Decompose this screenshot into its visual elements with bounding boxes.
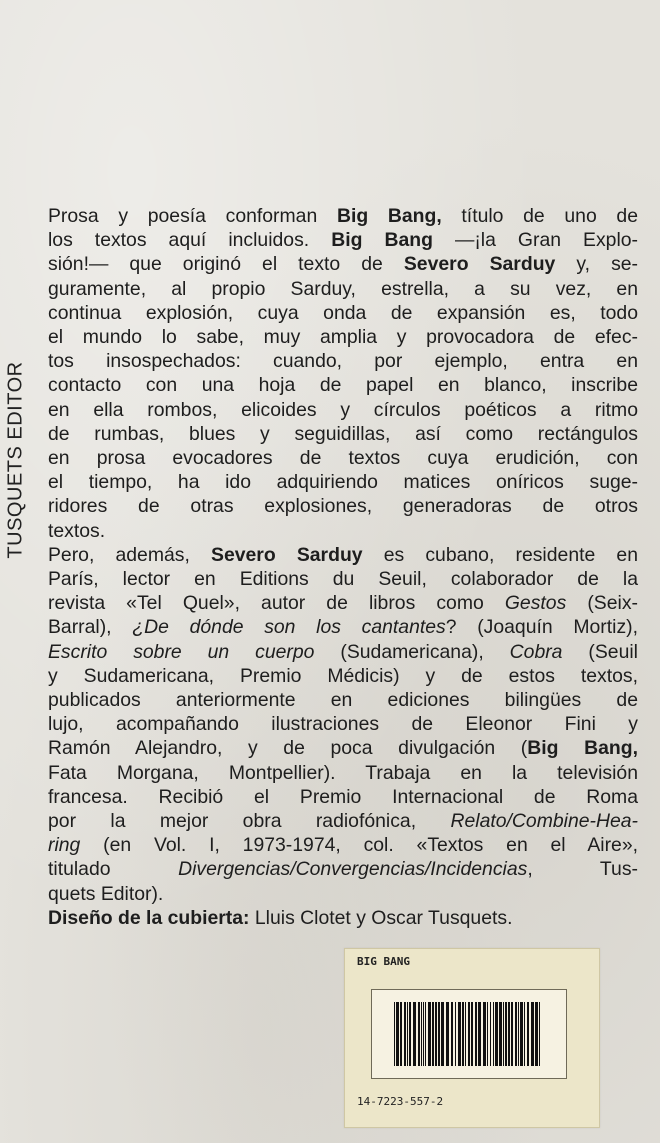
barcode-bar <box>520 1002 523 1066</box>
blurb-text: Severo Sarduy <box>403 253 556 276</box>
blurb-text: quets Editor). <box>48 882 164 905</box>
blurb-line <box>48 252 638 276</box>
blurb-line <box>48 833 638 857</box>
blurb-line <box>48 640 638 664</box>
blurb-text: Relato/Combine-Hea- <box>450 810 638 833</box>
blurb-line <box>48 809 638 833</box>
barcode-bar <box>495 1002 498 1066</box>
blurb-text: Diseño de la cubierta: <box>48 906 250 929</box>
blurb-line <box>48 664 638 688</box>
blurb-line <box>48 736 638 760</box>
barcode-bar <box>423 1002 424 1066</box>
blurb-line <box>48 761 638 785</box>
barcode-bar <box>458 1002 461 1066</box>
barcode-bar <box>505 1002 507 1066</box>
blurb-text: Divergencias/Convergencias/Incidencias <box>178 858 528 881</box>
barcode-bar <box>527 1002 529 1066</box>
blurb-line <box>48 470 638 494</box>
barcode-bar <box>465 1002 466 1066</box>
barcode-bar <box>515 1002 517 1066</box>
barcode-bar <box>490 1002 491 1066</box>
blurb-line <box>48 906 638 930</box>
blurb-line <box>48 422 638 446</box>
barcode-bar <box>499 1002 502 1066</box>
blurb-text: Pero, además, <box>48 543 212 566</box>
barcode-bars <box>394 1002 544 1066</box>
barcode-bar <box>418 1002 420 1066</box>
blurb-text: París, lector en Editions du Seuil, colaborador de la <box>48 568 638 591</box>
barcode-bar <box>468 1002 470 1066</box>
blurb-line <box>48 543 638 567</box>
blurb-line <box>48 325 638 349</box>
blurb-text: en ella rombos, elicoides y círculos poéticos a ritmo <box>48 398 638 421</box>
blurb-text: —¡la Gran Explo- <box>432 229 638 252</box>
isbn-number: 14-7223-557-2 <box>357 1095 444 1108</box>
blurb-text: continua explosión, cuya onda de expansión es, todo <box>48 301 638 324</box>
blurb-line <box>48 228 638 252</box>
blurb-text: Big Bang, <box>336 205 442 227</box>
blurb-line <box>48 446 638 470</box>
barcode-bar <box>404 1002 406 1066</box>
blurb-text: de rumbas, blues y seguidillas, así como rectángulos <box>48 422 638 445</box>
barcode-bar <box>531 1002 534 1066</box>
blurb-text: (en Vol. I, 1973-1974, col. «Textos en el Aire», <box>80 834 638 857</box>
price-sticker <box>344 948 600 1128</box>
barcode-bar <box>446 1002 449 1066</box>
blurb-line <box>48 204 638 228</box>
blurb-text: título de uno de <box>441 205 639 227</box>
blurb-text: por la mejor obra radiofónica, <box>48 810 451 833</box>
barcode-bar <box>487 1002 488 1066</box>
blurb-text: el tiempo, ha ido adquiriendo matices oníricos suge- <box>48 471 638 494</box>
barcode-bar <box>455 1002 456 1066</box>
blurb-text: (Seuil <box>562 640 638 663</box>
blurb-text: Big Bang <box>331 229 433 252</box>
barcode-bar <box>524 1002 525 1066</box>
blurb-text: ridores de otras explosiones, generadoras de otros <box>48 495 638 518</box>
blurb-text: Prosa y poesía conforman <box>48 205 337 227</box>
barcode-bar <box>475 1002 477 1066</box>
blurb-text: lujo, acompañando ilustraciones de Eleonor Fini y <box>48 713 638 736</box>
blurb-text: en prosa evocadores de textos cuya erudición, con <box>48 447 638 470</box>
spine-publisher <box>2 340 30 580</box>
blurb-text: Fata Morgana, Montpellier). Trabaja en la televisión <box>48 761 638 784</box>
barcode-bar <box>394 1002 395 1066</box>
blurb-text: Barral), <box>48 616 133 639</box>
barcode-bar <box>413 1002 416 1066</box>
barcode-bar <box>478 1002 481 1066</box>
barcode-bar <box>539 1002 540 1066</box>
blurb-text: publicados anteriormente en ediciones bilingües de <box>48 689 638 712</box>
blurb-line <box>48 615 638 639</box>
blurb-line <box>48 712 638 736</box>
blurb-text: es cubano, residente en <box>362 543 638 566</box>
blurb-line <box>48 591 638 615</box>
blurb-text: revista «Tel Quel», autor de libros como <box>48 592 505 615</box>
blurb-line <box>48 857 638 881</box>
blurb-text: sión!— que originó el texto de <box>48 253 404 276</box>
barcode-bar <box>471 1002 473 1066</box>
blurb-text: titulado <box>48 858 179 881</box>
spine-text: TUSQUETS EDITOR <box>4 361 27 559</box>
blurb-text: (Sudamericana), <box>314 640 510 663</box>
barcode-bar <box>400 1002 402 1066</box>
sticker-title: BIG BANG <box>357 955 410 968</box>
barcode-bar <box>451 1002 453 1066</box>
blurb-text: ring <box>48 834 81 857</box>
blurb-line <box>48 373 638 397</box>
blurb-line <box>48 785 638 809</box>
blurb-text: Escrito sobre un cuerpo <box>48 640 315 663</box>
blurb-text: francesa. Recibió el Premio Internacional de Roma <box>48 785 638 808</box>
barcode-bar <box>503 1002 504 1066</box>
blurb-text: el mundo lo sabe, muy amplia y provocadora de efec- <box>48 326 638 349</box>
barcode-bar <box>409 1002 411 1066</box>
back-cover-blurb <box>48 204 638 930</box>
blurb-line <box>48 277 638 301</box>
blurb-text: y, se- <box>555 253 639 276</box>
blurb-text: Severo Sarduy <box>211 543 363 566</box>
barcode-bar <box>425 1002 426 1066</box>
blurb-text: (Seix- <box>566 592 638 615</box>
barcode-bar <box>535 1002 538 1066</box>
barcode-bar <box>432 1002 434 1066</box>
barcode-bar <box>483 1002 486 1066</box>
barcode-bar <box>508 1002 510 1066</box>
blurb-text: Ramón Alejandro, y de poca divulgación ( <box>48 737 528 760</box>
barcode-bar <box>421 1002 422 1066</box>
barcode-bar <box>511 1002 513 1066</box>
barcode-bar <box>407 1002 408 1066</box>
blurb-line <box>48 688 638 712</box>
blurb-text: y Sudamericana, Premio Médicis) y de estos textos, <box>48 664 638 687</box>
blurb-line <box>48 349 638 373</box>
barcode-bar <box>396 1002 399 1066</box>
blurb-line <box>48 494 638 518</box>
barcode-bar <box>435 1002 437 1066</box>
blurb-line <box>48 398 638 422</box>
barcode <box>371 989 567 1079</box>
blurb-text: ¿De dónde son los cantantes <box>132 616 446 639</box>
blurb-line <box>48 567 638 591</box>
blurb-line <box>48 519 638 543</box>
blurb-text: Cobra <box>509 640 563 663</box>
blurb-line <box>48 882 638 906</box>
blurb-text: Lluis Clotet y Oscar Tusquets. <box>249 906 513 929</box>
blurb-text: guramente, al propio Sarduy, estrella, a su vez, en <box>48 277 638 300</box>
blurb-text: textos. <box>48 519 106 542</box>
blurb-line <box>48 301 638 325</box>
barcode-bar <box>493 1002 494 1066</box>
blurb-text: tos insospechados: cuando, por ejemplo, entra en <box>48 350 638 373</box>
blurb-text: , Tus- <box>527 858 638 881</box>
barcode-bar <box>441 1002 444 1066</box>
barcode-bar <box>462 1002 464 1066</box>
blurb-text: Gestos <box>504 592 567 615</box>
blurb-text: Big Bang, <box>527 737 638 760</box>
blurb-text: contacto con una hoja de papel en blanco, inscribe <box>48 374 638 397</box>
barcode-bar <box>438 1002 440 1066</box>
blurb-text: los textos aquí incluidos. <box>48 229 332 252</box>
barcode-bar <box>428 1002 431 1066</box>
barcode-bar <box>518 1002 519 1066</box>
blurb-text: ? (Joaquín Mortiz), <box>445 616 638 639</box>
